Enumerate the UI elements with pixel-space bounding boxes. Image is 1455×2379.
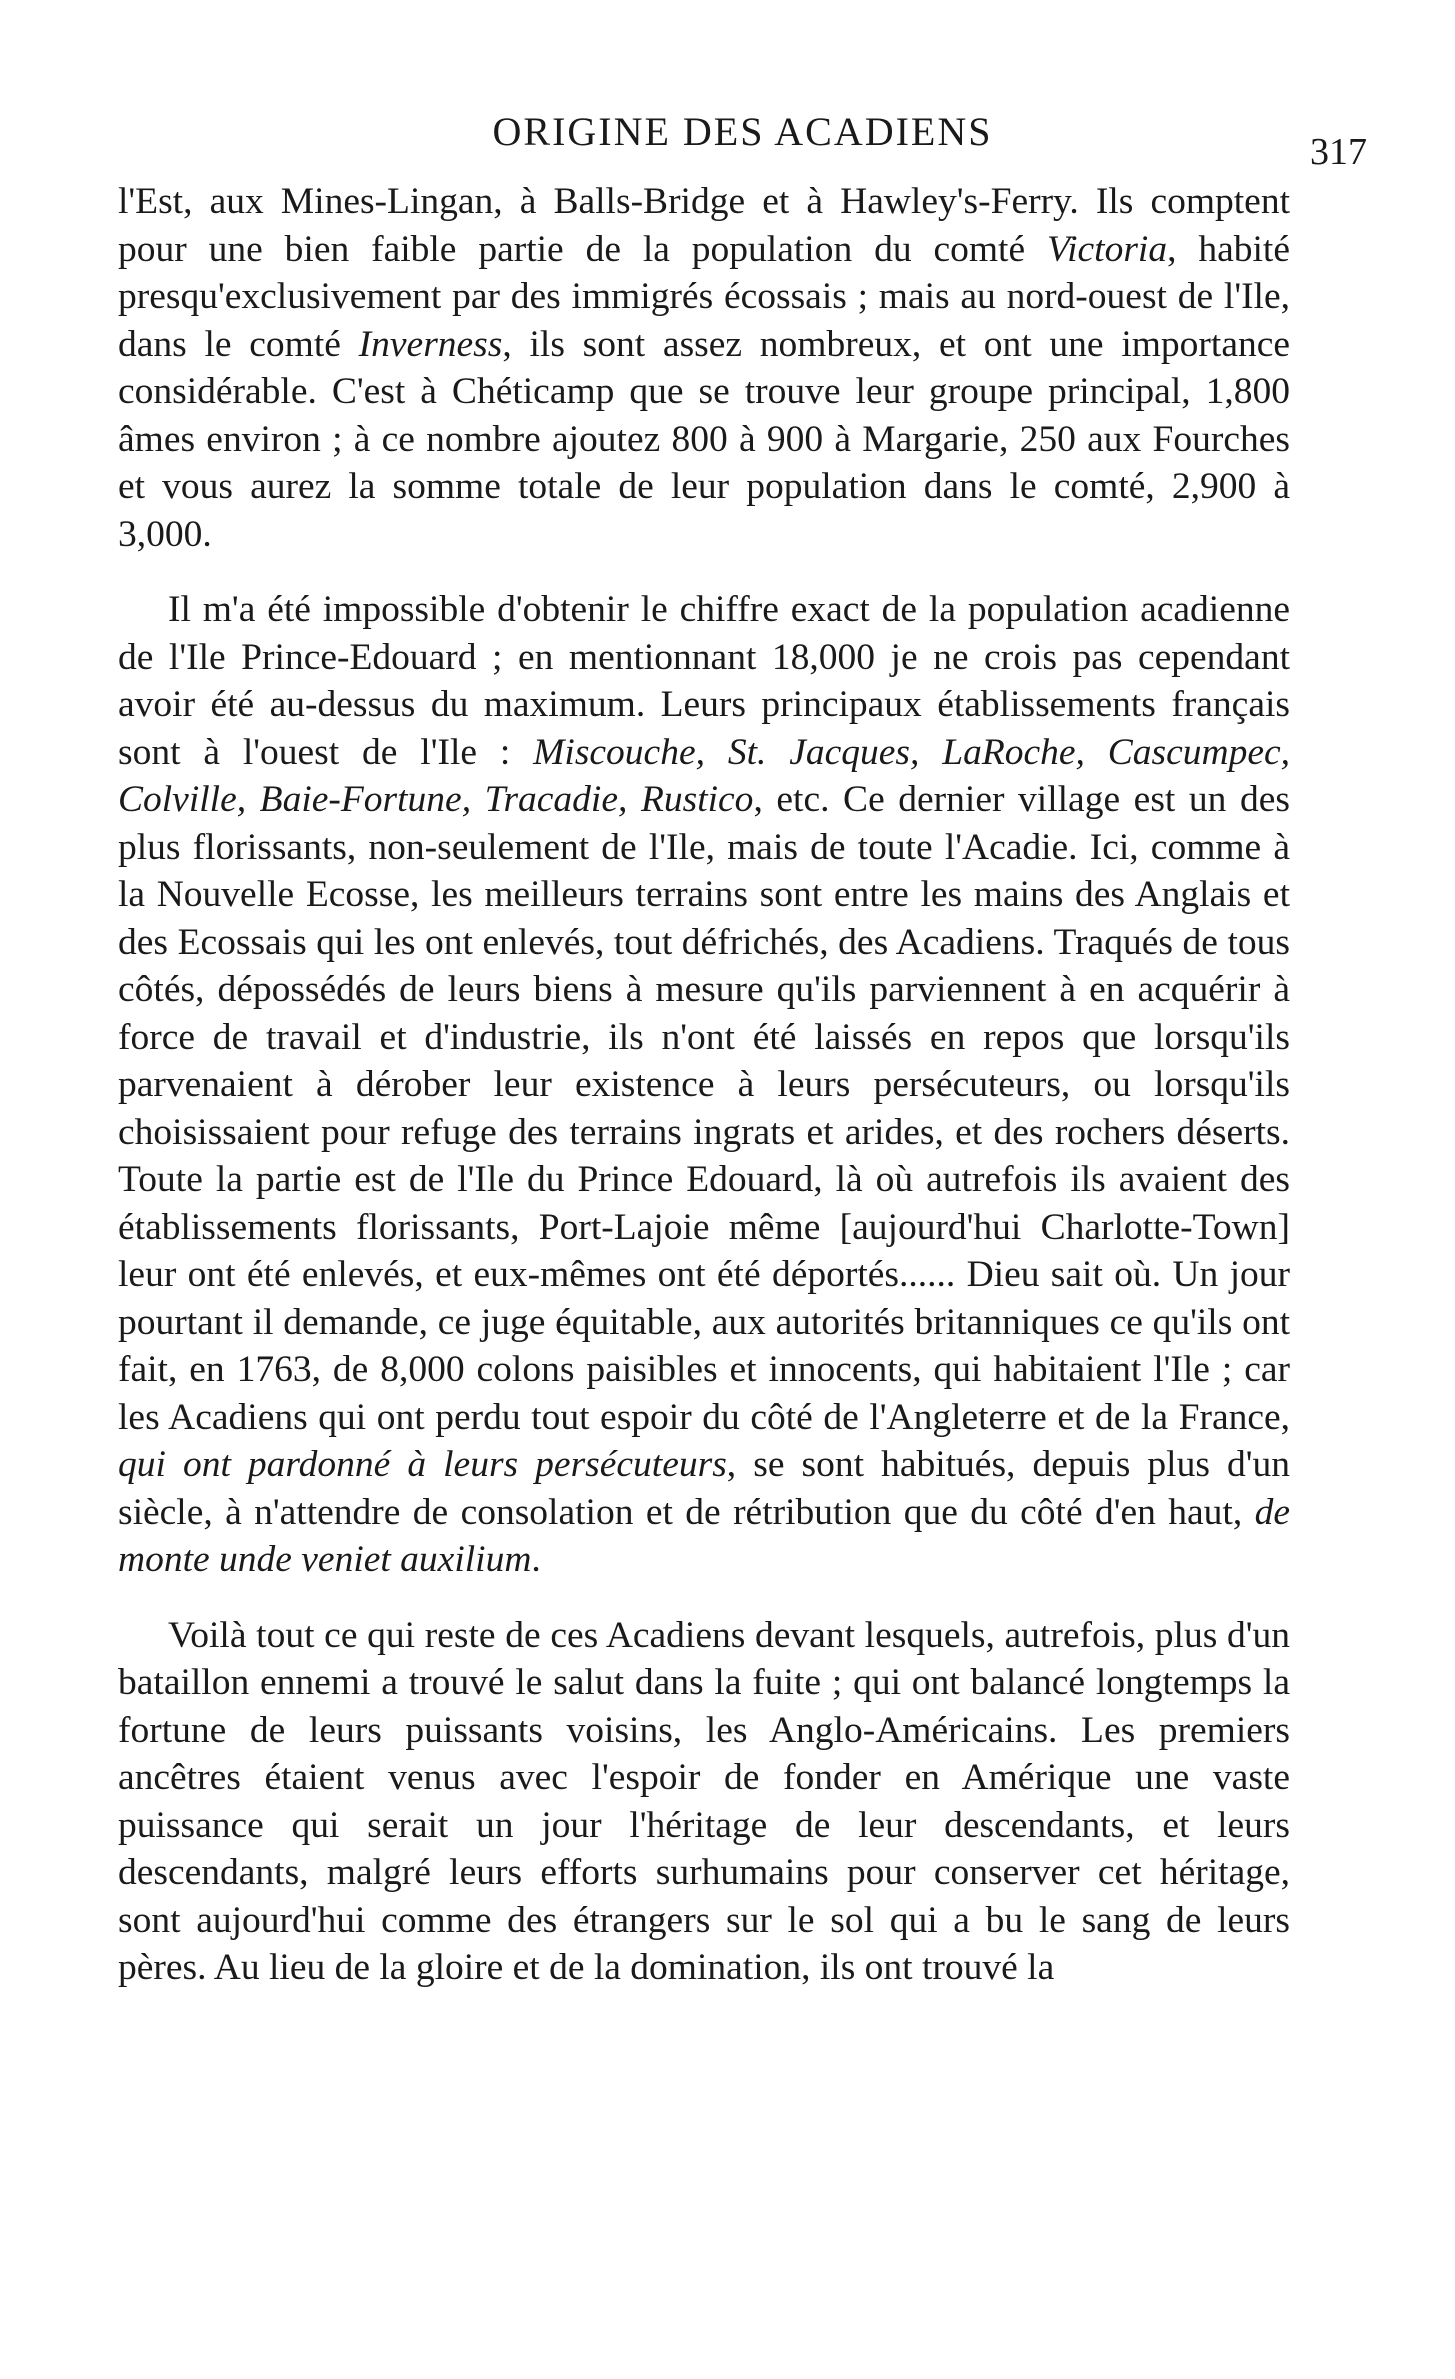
italic-run: qui ont pardonné à leurs persécuteurs xyxy=(118,1444,727,1485)
running-title: ORIGINE DES ACADIENS xyxy=(492,109,993,154)
text-run: . xyxy=(531,1539,541,1580)
italic-run: Inverness xyxy=(358,323,503,365)
text-run: , etc. Ce dernier village est un des plus florissants, non-seulement de l'Ile, mais de toute l'Acadie. Ici, comme à la Nouvelle Ecosse, les meilleurs terrains sont entre les mains des Anglais et des Ecossais qui les ont enlevés, tout défrichés, des Acadiens. Traqués de tous côtés, dépossédés de leurs biens à mesure qu'ils parviennent à en acquérir à force de travail et d'industrie, ils n'ont été laissés en repos que lorsqu'ils parvenaient à dérober leur existence à leurs persécuteurs, ou lorsqu'ils choisissaient pour refuge des terrains ingrats et arides, et des rochers déserts. Toute la partie est de l'Ile du Prince Edouard, là où autrefois ils avaient des établissements florissants, Port-Lajoie même [aujourd'hui Charlotte-Town] leur ont été enlevés, et eux-mêmes ont été déportés...... Dieu sait où. Un jour pourtant il demande, ce juge équitable, aux autorités britanniques ce qu'ils ont fait, en 1763, de 8,000 colons paisibles et innocents, qui habitaient l'Ile ; car les Acadiens qui ont perdu tout espoir du côté de l'Angleterre et de la France, xyxy=(118,779,1290,1438)
text-run: , ils sont assez nombreux, et ont une importance considérable. C'est à Chéticamp que se trouve leur groupe principal, 1,800 âmes environ ; à ce nombre ajoutez 800 à 900 à Margarie, 250 aux Fourches et vous aurez la somme totale de leur population dans le comté, 2,900 à 3,000. xyxy=(118,323,1290,555)
text-run: , habité presqu'exclusivement par des immigrés écossais ; mais au nord-ouest de l'Ile, dans le comté xyxy=(118,228,1290,365)
paragraph-2 xyxy=(118,586,1290,1584)
text-run: Il m'a été impossible d'obtenir le chiffre exact de la population acadienne de l'Ile Prince-Edouard ; en mentionnant 18,000 je ne crois pas cependant avoir été au-dessus du maximum. Leurs principaux établissements français sont à l'ouest de l'Ile : xyxy=(118,589,1290,773)
paragraph-3 xyxy=(118,1612,1290,1992)
italic-run: Miscouche, St. Jacques, LaRoche, Cascumpec, Colville, Baie-Fortune, Tracadie, Rustico xyxy=(118,731,1290,820)
text-run: , se sont habitués, depuis plus d'un siècle, à n'attendre de consolation et de rétribution que du côté d'en haut, xyxy=(118,1444,1290,1533)
page-number: 317 xyxy=(1310,131,1367,173)
text-run: l'Est, aux Mines-Lingan, à Balls-Bridge et à Hawley's-Ferry. Ils comptent pour une bien faible partie de la population du comté xyxy=(118,181,1290,270)
paragraph-1 xyxy=(118,178,1290,558)
italic-run: de monte unde veniet auxilium xyxy=(118,1491,1290,1580)
italic-run: Victoria xyxy=(1046,228,1168,270)
body-text xyxy=(118,178,1290,2020)
running-head xyxy=(118,108,1367,173)
text-run: Voilà tout ce qui reste de ces Acadiens devant lesquels, autrefois, plus d'un bataillon ennemi a trouvé le salut dans la fuite ; qui ont balancé longtemps la fortune de leurs puissants voisins, les Anglo-Américains. Les premiers ancêtres étaient venus avec l'espoir de fonder en Amérique une vaste puissance qui serait un jour l'héritage de leur descendants, et leurs descendants, malgré leurs efforts surhumains pour conserver cet héritage, sont aujourd'hui comme des étrangers sur le sol qui a bu le sang de leurs pères. Au lieu de la gloire et de la domination, ils ont trouvé la xyxy=(118,1614,1290,1988)
